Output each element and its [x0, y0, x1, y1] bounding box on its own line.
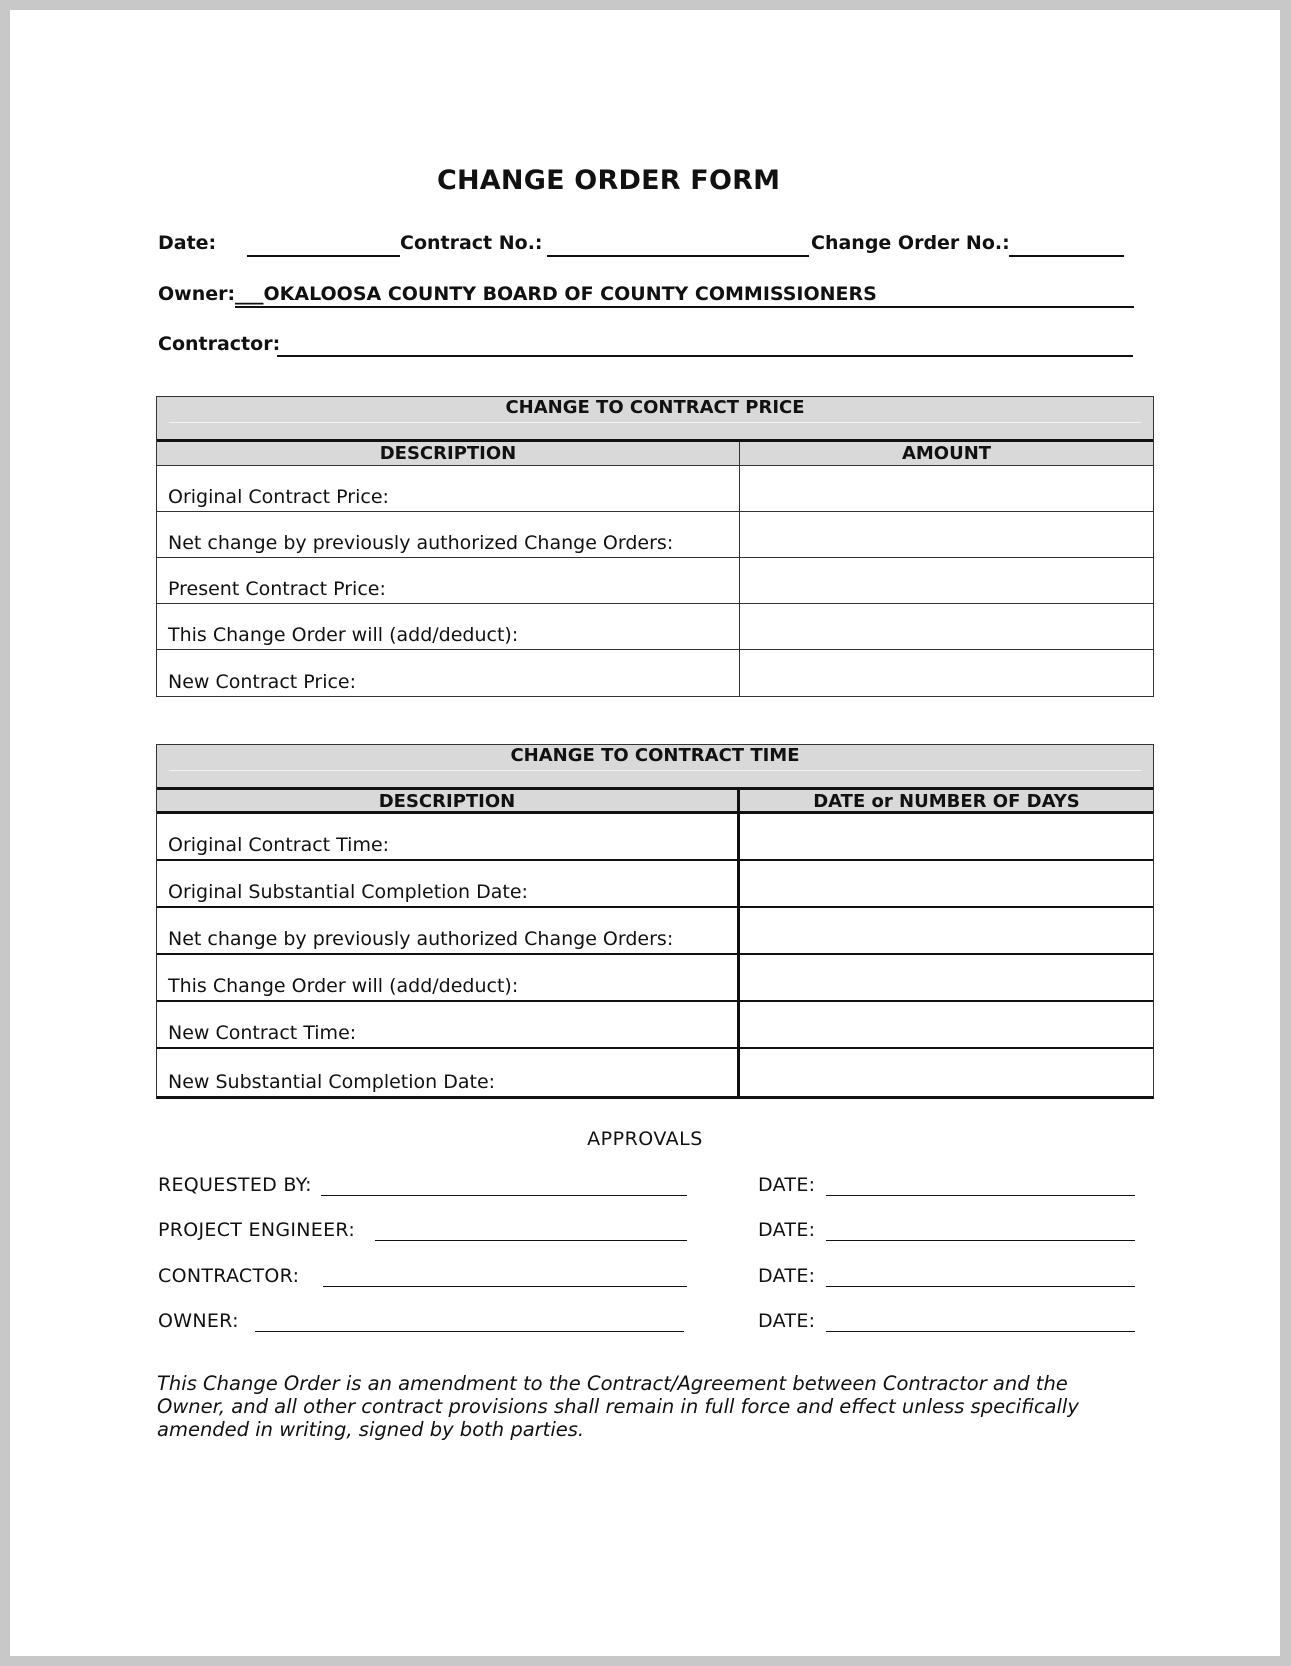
disclaimer-text: This Change Order is an amendment to the Contract/Agreement between Contractor and the Owner, and all other contract provisions shall remain in full force and effect unless specifically amended in writing, signed by both parties.	[157, 1372, 1079, 1441]
row-label: This Change Order will (add/deduct):	[157, 955, 740, 1000]
amount-cell[interactable]	[740, 558, 1153, 603]
contract-no-label: Contract No.:	[400, 232, 543, 254]
amount-cell[interactable]	[740, 512, 1153, 557]
value-cell[interactable]	[740, 861, 1153, 906]
table-row	[157, 558, 1153, 604]
value-cell[interactable]	[740, 814, 1153, 859]
table-row	[157, 908, 1153, 955]
contractor-signature-line[interactable]	[323, 1286, 687, 1287]
table-row	[157, 604, 1153, 650]
banner-divider	[169, 422, 1141, 423]
amount-cell[interactable]	[740, 604, 1153, 649]
project-engineer-signature-line[interactable]	[375, 1240, 687, 1241]
change-order-no-field[interactable]	[1009, 255, 1124, 257]
row-label: Original Substantial Completion Date:	[157, 861, 740, 906]
table-row	[157, 1049, 1153, 1096]
contract-time-table	[156, 744, 1154, 1099]
row-label: Net change by previously authorized Change Orders:	[157, 908, 740, 953]
amount-cell[interactable]	[740, 650, 1153, 696]
date-label: DATE:	[758, 1219, 816, 1241]
form-page	[10, 10, 1280, 1656]
contractor-label: Contractor:	[158, 333, 281, 355]
value-cell[interactable]	[740, 1049, 1153, 1096]
col-amount: AMOUNT	[901, 443, 992, 464]
price-table-title: CHANGE TO CONTRACT PRICE	[505, 397, 805, 418]
requested-by-signature-line[interactable]	[321, 1195, 687, 1196]
row-label: New Contract Price:	[157, 650, 740, 696]
price-table-header	[157, 442, 1153, 466]
owner-date-line[interactable]	[826, 1331, 1135, 1332]
form-title: CHANGE ORDER FORM	[437, 165, 781, 196]
table-row	[157, 466, 1153, 512]
row-label: Present Contract Price:	[157, 558, 740, 603]
value-cell[interactable]	[740, 908, 1153, 953]
value-cell[interactable]	[740, 1002, 1153, 1047]
col-description: DESCRIPTION	[157, 790, 740, 811]
contract-no-field[interactable]	[547, 255, 809, 257]
owner-label: Owner:	[158, 283, 236, 305]
table-row	[157, 1002, 1153, 1049]
contract-price-table	[156, 396, 1154, 697]
table-row	[157, 861, 1153, 908]
row-label: This Change Order will (add/deduct):	[157, 604, 740, 649]
requested-by-date-line[interactable]	[826, 1195, 1135, 1196]
table-row	[157, 814, 1153, 861]
date-label: DATE:	[758, 1310, 816, 1332]
owner-field[interactable]	[235, 306, 1134, 308]
row-label: New Substantial Completion Date:	[157, 1049, 740, 1096]
contractor-approval-label: CONTRACTOR:	[158, 1265, 300, 1287]
owner-value: ___OKALOOSA COUNTY BOARD OF COUNTY COMMISSIONERS	[235, 283, 877, 305]
amount-cell[interactable]	[740, 466, 1153, 511]
approvals-title: APPROVALS	[587, 1128, 703, 1150]
date-field[interactable]	[247, 255, 400, 257]
time-table-banner	[157, 745, 1153, 790]
project-engineer-label: PROJECT ENGINEER:	[158, 1219, 356, 1241]
contractor-date-line[interactable]	[826, 1286, 1135, 1287]
table-row	[157, 650, 1153, 696]
requested-by-label: REQUESTED BY:	[158, 1174, 312, 1196]
col-description: DESCRIPTION	[157, 442, 740, 465]
table-row	[157, 512, 1153, 558]
date-label: DATE:	[758, 1174, 816, 1196]
owner-approval-label: OWNER:	[158, 1310, 239, 1332]
time-table-header	[157, 790, 1153, 814]
date-label: Date:	[158, 232, 217, 254]
contractor-field[interactable]	[277, 355, 1133, 357]
value-cell[interactable]	[740, 955, 1153, 1000]
banner-divider	[169, 770, 1141, 771]
change-order-no-label: Change Order No.:	[811, 232, 1010, 254]
row-label: Net change by previously authorized Change Orders:	[157, 512, 740, 557]
row-label: Original Contract Price:	[157, 466, 740, 511]
col-date-or-days: DATE or NUMBER OF DAYS	[813, 791, 1080, 812]
table-row	[157, 955, 1153, 1002]
project-engineer-date-line[interactable]	[826, 1240, 1135, 1241]
time-table-title: CHANGE TO CONTRACT TIME	[510, 745, 800, 766]
date-label: DATE:	[758, 1265, 816, 1287]
owner-signature-line[interactable]	[255, 1331, 684, 1332]
price-table-banner	[157, 397, 1153, 442]
row-label: Original Contract Time:	[157, 814, 740, 859]
row-label: New Contract Time:	[157, 1002, 740, 1047]
